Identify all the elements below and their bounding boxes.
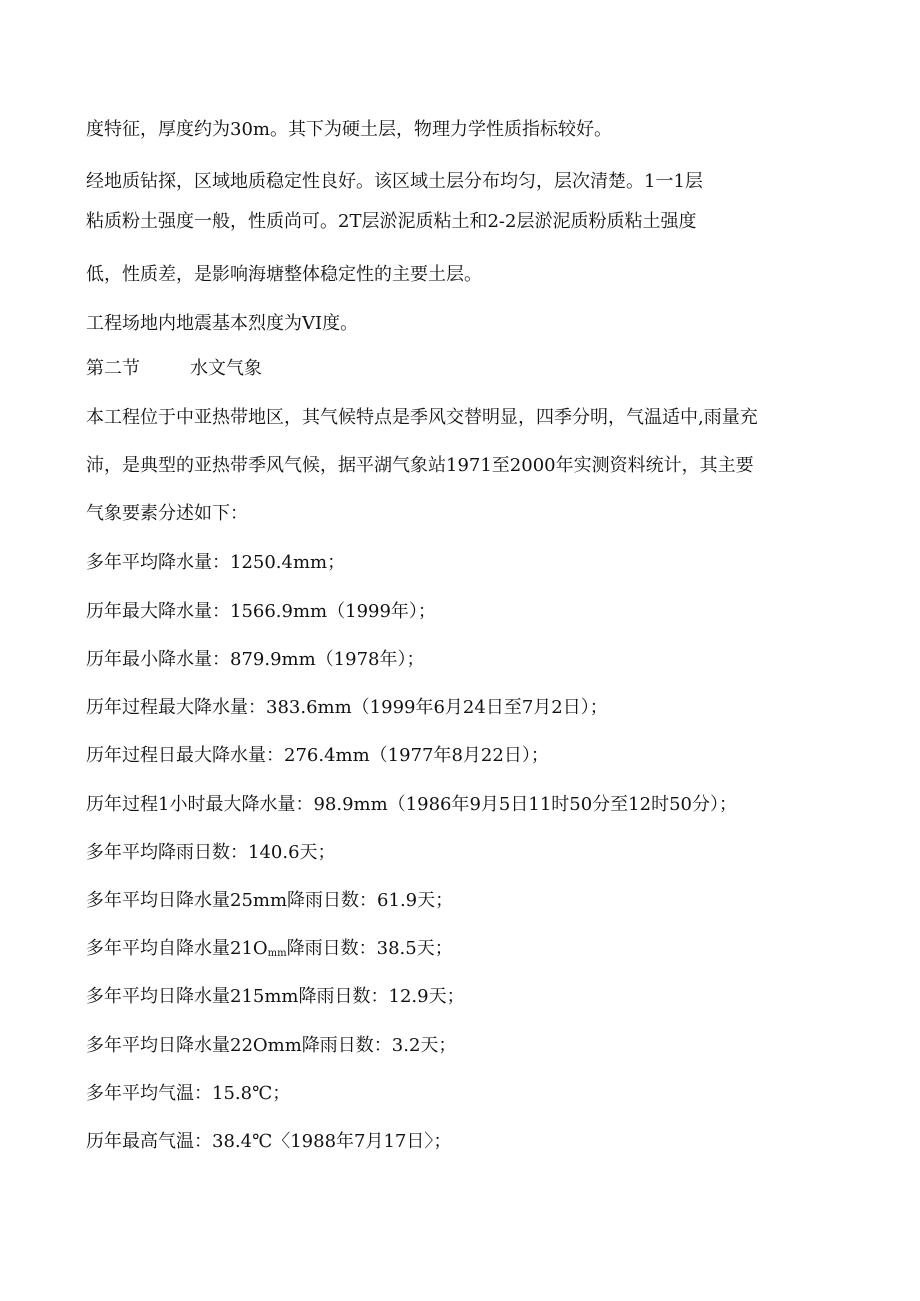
paragraph-line: 经地质钻探，区域地质稳定性良好。该区域土层分布均匀，层次清楚。1一1层: [86, 171, 703, 192]
list-item: 多年平均降雨日数：140.6天；: [86, 842, 336, 863]
paragraph-line: 沛，是典型的亚热带季风气候，据平湖气象站1971至2000年实测资料统计，其主要: [86, 455, 754, 476]
paragraph-line: 气象要素分述如下：: [86, 503, 248, 524]
list-item: 历年最高气温：38.4℃〈1988年7月17日〉；: [86, 1131, 452, 1152]
paragraph-line: 工程场地内地震基本烈度为VI度。: [86, 313, 359, 334]
list-item: 多年平均日降水量22Omm降雨日数：3.2天；: [86, 1035, 457, 1056]
section-heading: [86, 357, 262, 381]
list-item: 历年过程最大降水量：383.6mm（1999年6月24日至7月2日）；: [86, 697, 608, 718]
paragraph-line: 低，性质差，是影响海塘整体稳定性的主要土层。: [86, 264, 482, 285]
list-item-prefix: 多年平均自降水量21O: [86, 938, 268, 959]
list-item: 历年最大降水量：1566.9mm（1999年）；: [86, 601, 436, 622]
list-item: 多年平均日降水量215mm降雨日数：12.9天；: [86, 986, 465, 1007]
section-title: 水文气象: [190, 358, 262, 379]
list-item: [86, 937, 453, 966]
list-item: 历年过程1小时最大降水量：98.9mm（1986年9月5日11时50分至12时50分）；: [86, 794, 737, 815]
paragraph-line: 本工程位于中亚热带地区，其气候特点是季风交替明显，四季分明，气温适中,雨量充: [86, 407, 758, 428]
list-item-subscript: mm: [267, 948, 287, 959]
section-number: 第二节: [86, 358, 140, 379]
list-item-suffix: 降雨日数：38.5天；: [286, 938, 453, 959]
list-item: 多年平均日降水量25mm降雨日数：61.9天；: [86, 890, 454, 911]
paragraph-line: 粘质粉土强度一般，性质尚可。2T层淤泥质粘土和2-2层淤泥质粉质粘土强度: [86, 211, 697, 232]
list-item: 多年平均降水量：1250.4mm；: [86, 552, 346, 573]
list-item: 多年平均气温：15.8℃；: [86, 1083, 291, 1104]
paragraph-line: 度特征，厚度约为30m。其下为硬土层，物理力学性质指标较好。: [86, 119, 612, 140]
list-item: 历年过程日最大降水量：276.4mm（1977年8月22日）；: [86, 745, 549, 766]
list-item: 历年最小降水量：879.9mm（1978年）；: [86, 649, 425, 670]
